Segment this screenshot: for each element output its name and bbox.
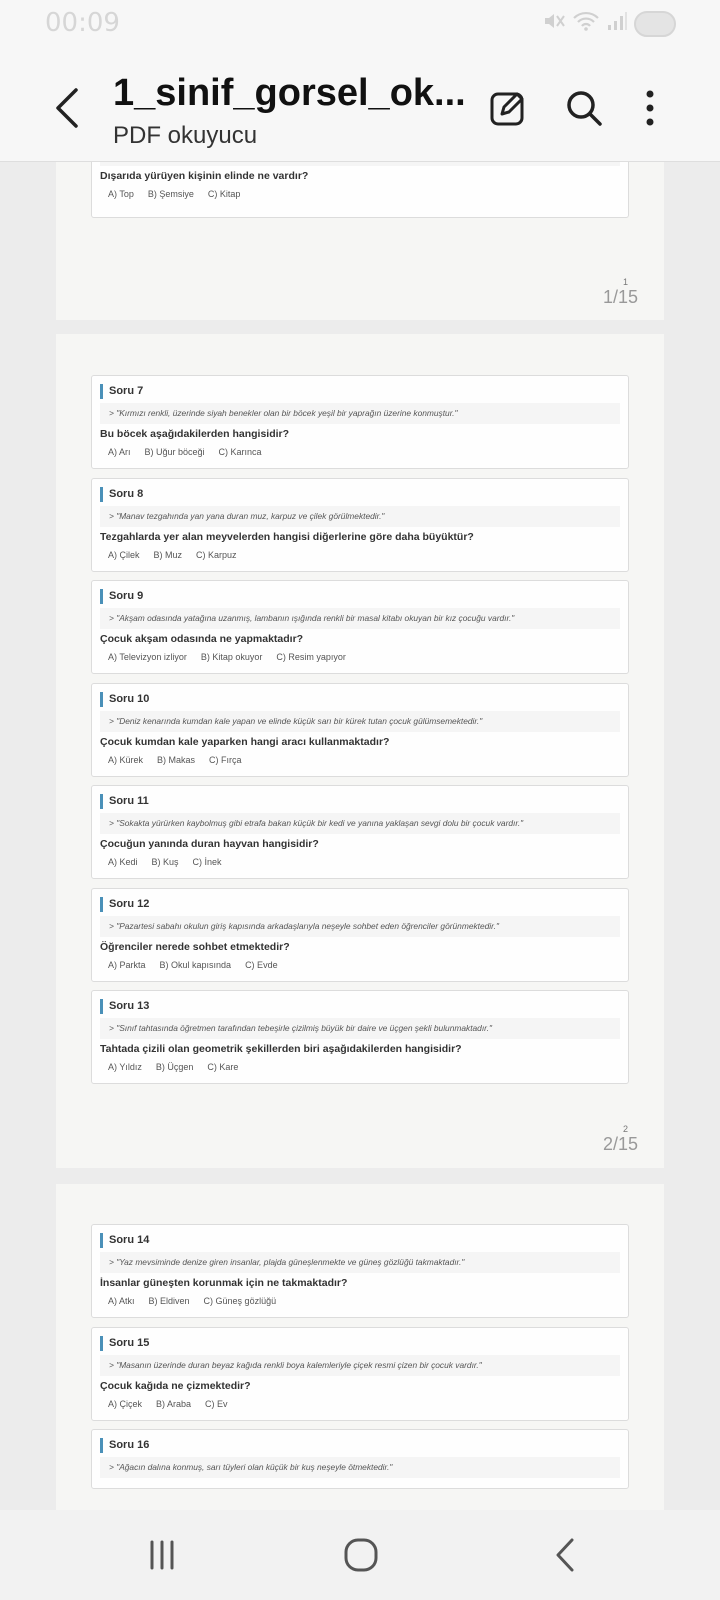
question-title: Soru 8 <box>100 487 143 502</box>
question-text: Öğrenciler nerede sohbet etmektedir? <box>100 940 290 953</box>
option-c: C) Evde <box>245 959 278 970</box>
option-b: B) Okul kapısında <box>159 959 232 970</box>
question-options <box>108 550 237 560</box>
question-quote: > "Pazartesi sabahı okulun giriş kapısında arkadaşlarıyla neşeyle sohbet eden öğrenciler görünmektedir." <box>100 916 620 937</box>
question-card <box>91 1429 629 1489</box>
question-text: Çocuk kağıda ne çizmektedir? <box>100 1379 251 1392</box>
pdf-document-view[interactable] <box>0 162 720 1510</box>
question-options <box>108 755 242 765</box>
question-text: Çocuk akşam odasında ne yapmaktadır? <box>100 633 304 645</box>
question-quote: > "Kırmızı renkli, üzerinde siyah benekler olan bir böcek yeşil bir yaprağın üzerine konmuştur." <box>100 403 620 424</box>
option-a: A) Televizyon izliyor <box>108 652 187 662</box>
question-text: İnsanlar güneşten korunmak için ne takmaktadır? <box>100 1277 348 1289</box>
question-text: Bu böcek aşağıdakilerden hangisidir? <box>100 428 290 440</box>
option-a: A) Top <box>108 189 134 199</box>
app-bar <box>0 48 720 162</box>
option-c: C) Karınca <box>218 447 262 457</box>
question-card <box>91 785 629 879</box>
option-c: C) Karpuz <box>196 549 237 560</box>
question-card <box>91 478 629 572</box>
question-title: Soru 9 <box>100 589 143 604</box>
mute-icon <box>542 10 566 38</box>
question-quote: > "Masanın üzerinde duran beyaz kağıda renkli boya kalemleriyle çiçek resmi çizen bir çocuk vardır." <box>100 1355 620 1376</box>
chevron-left-icon <box>48 84 88 132</box>
question-title: Soru 14 <box>100 1233 149 1248</box>
signal-icon <box>606 10 628 38</box>
question-card <box>91 888 629 982</box>
page-number <box>602 277 638 308</box>
question-options <box>108 652 346 662</box>
question-card <box>91 375 629 469</box>
page-number-label: 1/15 <box>602 287 638 307</box>
page-number-small: 2 <box>622 1124 628 1134</box>
question-quote: > "Ağacın dalına konmuş, sarı tüyleri olan küçük bir kuş neşeyle ötmektedir." <box>100 1457 620 1478</box>
question-card <box>91 990 629 1084</box>
question-text: Tahtada çizili olan geometrik şekillerden biri aşağıdakilerden hangisidir? <box>100 1043 462 1055</box>
option-c: C) Resim yapıyor <box>276 652 346 662</box>
question-card <box>91 1327 629 1421</box>
edit-icon <box>488 88 528 128</box>
question-options <box>108 1296 276 1306</box>
option-a: A) Çiçek <box>108 1398 143 1409</box>
question-title: Soru 12 <box>100 897 149 912</box>
question-options <box>108 447 262 457</box>
question-quote: > "Akşam odasında yatağına uzanmış, lambanın ışığında renkli bir masal kitabı okuyan bir kız çocuğu vardır." <box>100 608 620 629</box>
page-number-small: 1 <box>622 277 628 287</box>
option-c: C) Güneş gözlüğü <box>203 1296 277 1306</box>
status-icons <box>542 10 676 38</box>
question-options <box>108 857 222 867</box>
question-title: Soru 10 <box>100 692 149 707</box>
option-c: C) İnek <box>192 857 222 867</box>
question-quote: > "Deniz kenarında kumdan kale yapan ve elinde küçük sarı bir kürek tutan çocuk gülümsemektedir." <box>100 711 620 732</box>
home-icon <box>342 1535 382 1575</box>
option-b: B) Kuş <box>151 857 179 867</box>
question-options <box>108 1062 238 1072</box>
question-title: Soru 15 <box>100 1336 149 1351</box>
option-b: B) Muz <box>153 549 183 560</box>
nav-back-button[interactable] <box>536 1532 596 1578</box>
option-a: A) Parkta <box>108 959 146 970</box>
question-card <box>91 683 629 777</box>
option-b: B) Üçgen <box>155 1062 194 1072</box>
option-a: A) Atkı <box>108 1296 135 1306</box>
option-a: A) Kedi <box>108 857 138 867</box>
search-button[interactable] <box>560 84 608 132</box>
page-number-label: 2/15 <box>602 1134 638 1154</box>
navigation-bar <box>0 1510 720 1600</box>
question-quote: > "Manav tezgahında yan yana duran muz, karpuz ve çilek görülmektedir." <box>100 506 620 527</box>
option-a: A) Çilek <box>108 549 140 560</box>
question-text: Tezgahlarda yer alan meyvelerden hangisi diğerlerine göre daha büyüktür? <box>100 530 474 543</box>
question-text: Çocuğun yanında duran hayvan hangisidir? <box>100 838 319 850</box>
home-button[interactable] <box>332 1532 392 1578</box>
option-c: C) Ev <box>205 1398 228 1409</box>
option-a: A) Arı <box>108 447 131 457</box>
pdf-page-3 <box>56 1184 664 1524</box>
status-bar <box>0 0 720 48</box>
wifi-icon <box>572 10 600 38</box>
option-b: B) Eldiven <box>148 1296 190 1306</box>
question-card <box>91 580 629 674</box>
search-icon <box>564 88 604 128</box>
recent-apps-icon <box>144 1537 180 1573</box>
option-c: C) Fırça <box>209 754 242 765</box>
status-time: 00:09 <box>45 8 120 38</box>
back-icon <box>548 1535 584 1575</box>
option-b: B) Uğur böceği <box>144 447 205 457</box>
option-b: B) Kitap okuyor <box>200 652 263 662</box>
question-text: Dışarıda yürüyen kişinin elinde ne vardır? <box>100 170 309 182</box>
question-title: Soru 13 <box>100 999 149 1014</box>
option-a: A) Kürek <box>108 754 144 765</box>
question-quote: > "Sokakta yürürken kaybolmuş gibi etrafa bakan küçük bir kedi ve yanına yaklaşan sevgi dolu bir çocuk vardır." <box>100 813 620 834</box>
question-options <box>108 960 278 970</box>
edit-button[interactable] <box>484 84 532 132</box>
option-a: A) Yıldız <box>108 1062 142 1072</box>
question-title: Soru 7 <box>100 384 143 399</box>
question-text: Çocuk kumdan kale yaparken hangi aracı kullanmaktadır? <box>100 735 390 748</box>
option-b: B) Araba <box>156 1398 192 1409</box>
option-c: C) Kitap <box>207 189 241 199</box>
option-b: B) Şemsiye <box>147 189 194 199</box>
question-options <box>108 189 240 199</box>
question-title: Soru 16 <box>100 1438 149 1453</box>
battery-icon <box>634 11 676 37</box>
more-options-button[interactable] <box>626 84 674 132</box>
document-subtitle: PDF okuyucu <box>113 122 258 149</box>
more-vertical-icon <box>640 88 660 128</box>
option-c: C) Kare <box>207 1062 239 1072</box>
recent-apps-button[interactable] <box>132 1532 192 1578</box>
pdf-page-2 <box>56 334 664 1168</box>
question-quote: > "Yaz mevsiminde denize giren insanlar, plajda güneşlenmekte ve güneş gözlüğü takmaktadır." <box>100 1252 620 1273</box>
question-title: Soru 11 <box>100 794 149 809</box>
option-b: B) Makas <box>157 754 196 765</box>
page-number <box>602 1124 638 1155</box>
pdf-page-1 <box>56 152 664 320</box>
question-quote: > "Sınıf tahtasında öğretmen tarafından tebeşirle çizilmiş büyük bir daire ve üçgen şekli bulunmaktadır." <box>100 1018 620 1039</box>
question-options <box>108 1399 228 1409</box>
back-button[interactable] <box>48 84 88 132</box>
question-card <box>91 1224 629 1318</box>
document-title: 1_sinif_gorsel_ok... <box>113 72 466 114</box>
